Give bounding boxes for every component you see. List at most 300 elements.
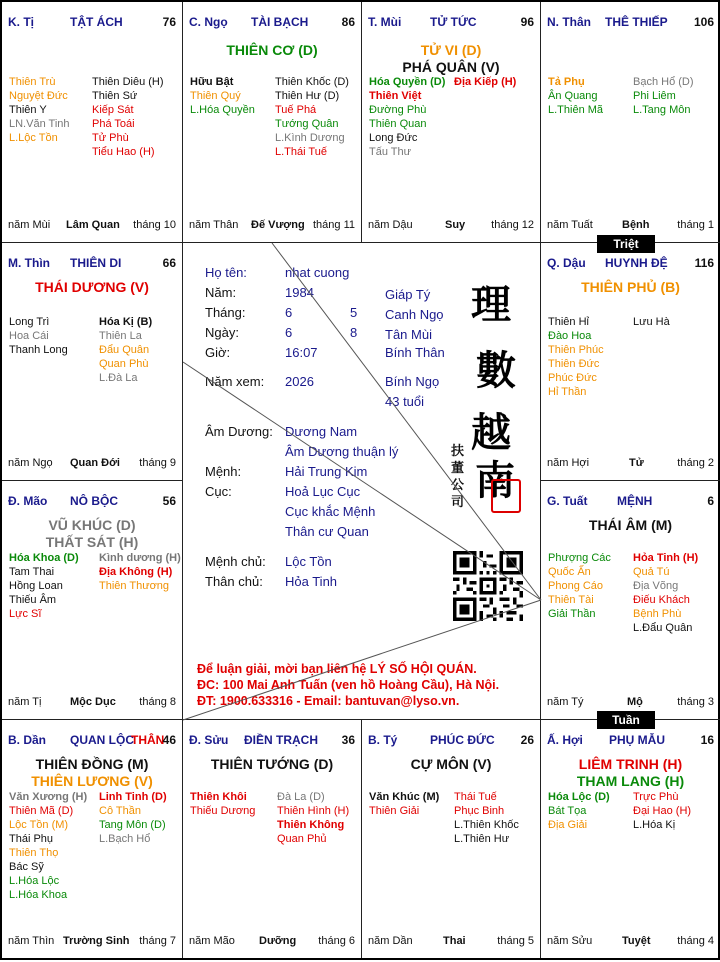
ngay-value: 6 bbox=[285, 325, 293, 340]
minor-star: L.Đẩu Quân bbox=[633, 622, 693, 634]
palace-ty bbox=[362, 720, 541, 958]
right-stars bbox=[454, 75, 516, 89]
palace-than bbox=[541, 2, 720, 243]
palace-stage: Dưỡng bbox=[259, 935, 297, 947]
minor-star: Tuế Phá bbox=[275, 104, 317, 116]
thang-am-lich: 5 bbox=[350, 305, 358, 320]
major-star: THAM LANG (H) bbox=[576, 773, 685, 789]
gio-value: 16:07 bbox=[285, 345, 318, 360]
cuc-value: Hoả Lục Cục bbox=[285, 484, 361, 499]
minor-star: Thiên Không bbox=[277, 819, 345, 831]
palace-age-number: 46 bbox=[162, 733, 176, 747]
palace-stage: Quan Đới bbox=[70, 457, 120, 469]
minor-star: Đà La (D) bbox=[277, 791, 325, 803]
left-stars bbox=[548, 75, 603, 117]
minor-star: Thiên Hỉ bbox=[548, 316, 589, 328]
palace-footer bbox=[189, 219, 355, 232]
cuc-note: Cục khắc Mệnh bbox=[285, 504, 376, 519]
minor-star: Bệnh Phù bbox=[633, 608, 682, 620]
major-stars bbox=[2, 279, 182, 296]
palace-footer bbox=[547, 935, 714, 948]
palace-footer bbox=[368, 935, 534, 948]
right-stars bbox=[277, 790, 349, 846]
minor-star: L.Thiên Hư bbox=[454, 833, 510, 845]
palace-year: năm Tý bbox=[547, 696, 584, 708]
minor-star: Tiểu Hao (H) bbox=[92, 146, 155, 158]
major-star: TỬ VI (D) bbox=[420, 42, 482, 58]
minor-star: Địa Kiếp (H) bbox=[454, 76, 517, 88]
minor-star: Tang Môn (D) bbox=[99, 819, 166, 831]
palace-name[interactable]: HUYNH ĐỆ bbox=[605, 256, 668, 270]
major-stars bbox=[362, 756, 540, 773]
major-stars bbox=[2, 756, 182, 790]
minor-star: L.Bạch Hổ bbox=[99, 833, 151, 845]
palace-footer bbox=[8, 219, 176, 232]
contact-line-2: ĐC: 100 Mai Anh Tuấn (ven hồ Hoàng Cầu), Hà Nội. bbox=[197, 678, 500, 692]
palace-year: năm Thân bbox=[189, 219, 239, 231]
nam-xem-can-chi: Bính Ngọ bbox=[385, 374, 440, 389]
minor-star: L.Hóa Quyền bbox=[190, 104, 255, 116]
nam-xem-value: 2026 bbox=[285, 374, 314, 389]
palace-month: tháng 11 bbox=[312, 219, 355, 231]
am-duong-value: Dương Nam bbox=[285, 424, 358, 439]
palace-header bbox=[547, 494, 714, 508]
minor-star: Thiên Hình (H) bbox=[277, 805, 350, 817]
minor-star: Tướng Quân bbox=[275, 118, 339, 130]
minor-star: Thiên Thương bbox=[99, 580, 170, 592]
minor-star: Ân Quang bbox=[548, 90, 598, 102]
red-stamp bbox=[491, 479, 521, 513]
palace-age-number: 106 bbox=[693, 15, 714, 29]
minor-star: Thiên Khốc (D) bbox=[275, 76, 349, 88]
side-char-1: 扶 bbox=[451, 444, 465, 459]
minor-star: L.Tang Môn bbox=[633, 104, 691, 116]
ngay-am-lich: 8 bbox=[350, 325, 358, 340]
palace-year: năm Dậu bbox=[368, 219, 413, 231]
palace-month: tháng 1 bbox=[677, 219, 714, 231]
palace-header bbox=[8, 256, 176, 270]
palace-name[interactable]: NÔ BỘC bbox=[70, 494, 118, 508]
seal-char-2: 數 bbox=[476, 347, 516, 394]
palace-age-number: 116 bbox=[694, 256, 714, 270]
nam-value: 1984 bbox=[285, 285, 314, 300]
gio-label: Giờ: bbox=[205, 345, 231, 360]
palace-branch: M. Thìn bbox=[8, 256, 50, 270]
palace-branch: C. Ngọ bbox=[189, 15, 228, 29]
than-chu-label: Thân chủ: bbox=[205, 574, 263, 589]
palace-name[interactable]: QUAN LỘC bbox=[70, 733, 134, 747]
contact-block bbox=[197, 661, 499, 709]
minor-star: Lưu Hà bbox=[633, 316, 670, 328]
palace-tuat bbox=[541, 481, 720, 720]
left-stars bbox=[9, 75, 70, 145]
minor-star: Thiên Trù bbox=[9, 76, 56, 88]
gio-can-chi: Bính Thân bbox=[385, 345, 445, 360]
cuc-label: Cục: bbox=[205, 484, 232, 499]
minor-star: Địa Giải bbox=[548, 819, 588, 831]
minor-star: Điếu Khách bbox=[633, 594, 690, 606]
left-stars bbox=[9, 790, 87, 902]
minor-star: Tấu Thư bbox=[369, 146, 412, 158]
am-duong-note: Âm Dương thuận lý bbox=[285, 444, 399, 459]
major-star: THÁI ÂM (M) bbox=[588, 517, 673, 533]
palace-mao bbox=[2, 481, 183, 720]
minor-star: L.Thiên Khốc bbox=[454, 819, 519, 831]
minor-star: Phượng Các bbox=[548, 552, 611, 564]
ngay-label: Ngày: bbox=[205, 325, 239, 340]
minor-star: Tả Phụ bbox=[548, 76, 585, 88]
palace-ngo bbox=[183, 2, 362, 243]
palace-name[interactable]: TẬT ÁCH bbox=[70, 15, 123, 29]
minor-star: Thiên Đức bbox=[548, 358, 600, 370]
palace-branch: N. Thân bbox=[547, 15, 591, 29]
major-star: THÁI DƯƠNG (V) bbox=[35, 279, 149, 295]
minor-star: Hóa Khoa (D) bbox=[9, 552, 79, 564]
minor-star: L.Hóa Lộc bbox=[9, 875, 60, 887]
seal-char-3: 越 bbox=[471, 409, 511, 456]
major-star: THIÊN PHỦ (B) bbox=[581, 279, 680, 295]
palace-header bbox=[547, 256, 714, 270]
minor-star: Thiên Quan bbox=[369, 118, 427, 130]
palace-branch: T. Mùi bbox=[368, 15, 402, 29]
palace-header bbox=[8, 494, 176, 508]
palace-branch: K. Tị bbox=[8, 15, 34, 29]
minor-star: Thiên Giải bbox=[369, 805, 420, 817]
minor-star: Hóa Lộc (D) bbox=[548, 791, 610, 803]
minor-star: Bác Sỹ bbox=[9, 861, 44, 873]
right-stars bbox=[633, 315, 670, 329]
menh-chu-value: Lộc Tồn bbox=[285, 554, 332, 569]
thang-label: Tháng: bbox=[205, 305, 246, 320]
minor-star: Long Đức bbox=[369, 132, 418, 144]
palace-footer bbox=[8, 935, 176, 948]
palace-header bbox=[368, 733, 534, 747]
palace-footer bbox=[368, 219, 534, 232]
minor-star: L.Hóa Kị bbox=[633, 819, 676, 831]
minor-star: Lực Sĩ bbox=[9, 608, 42, 620]
minor-star: Hóa Quyền (D) bbox=[369, 76, 446, 88]
minor-star: Thanh Long bbox=[9, 344, 68, 356]
minor-star: Thiên Quý bbox=[190, 90, 241, 102]
major-star: THIÊN TƯỚNG (D) bbox=[210, 756, 334, 772]
palace-name[interactable]: THÊ THIẾP bbox=[605, 15, 668, 29]
minor-star: Long Trì bbox=[9, 316, 50, 328]
center-info-panel bbox=[183, 243, 541, 720]
left-stars bbox=[369, 790, 439, 818]
minor-star: Thiên Mã (D) bbox=[9, 805, 74, 817]
palace-branch: Đ. Mão bbox=[8, 494, 48, 508]
minor-star: Bát Tọa bbox=[548, 805, 587, 817]
minor-star: Kình dương (H) bbox=[99, 552, 181, 564]
palace-month: tháng 2 bbox=[677, 457, 714, 469]
major-stars bbox=[183, 42, 361, 59]
palace-age-number: 36 bbox=[341, 733, 355, 747]
palace-hoi bbox=[541, 720, 720, 958]
side-inscription bbox=[451, 443, 467, 511]
minor-star: Thiên La bbox=[99, 330, 142, 342]
minor-star: Đường Phù bbox=[369, 104, 427, 116]
palace-month: tháng 7 bbox=[139, 935, 176, 947]
minor-star: L.Lộc Tồn bbox=[9, 132, 58, 144]
palace-month: tháng 12 bbox=[491, 219, 534, 231]
nam-can-chi: Giáp Tý bbox=[385, 287, 431, 302]
palace-year: năm Tị bbox=[8, 696, 42, 708]
palace-branch: Đ. Sửu bbox=[189, 733, 229, 747]
palace-month: tháng 9 bbox=[139, 457, 176, 469]
palace-stage: Lâm Quan bbox=[66, 219, 120, 231]
qr-code-icon[interactable] bbox=[453, 551, 523, 621]
palace-header bbox=[189, 733, 355, 747]
palace-stage: Đế Vượng bbox=[251, 219, 305, 231]
minor-star: Địa Võng bbox=[633, 580, 679, 592]
right-stars bbox=[275, 75, 349, 159]
major-stars bbox=[362, 42, 540, 76]
palace-footer bbox=[189, 935, 355, 948]
major-star: THIÊN CƠ (D) bbox=[226, 42, 318, 58]
minor-star: Văn Xương (H) bbox=[9, 791, 88, 803]
minor-star: L.Kình Dương bbox=[275, 132, 345, 144]
palace-footer bbox=[547, 696, 714, 709]
palace-year: năm Mão bbox=[189, 935, 235, 947]
right-stars bbox=[633, 551, 698, 635]
palace-month: tháng 4 bbox=[677, 935, 714, 947]
palace-name[interactable]: TÀI BẠCH bbox=[251, 15, 309, 29]
minor-star: Thiên Y bbox=[9, 104, 47, 116]
right-stars bbox=[92, 75, 164, 159]
palace-header bbox=[189, 15, 355, 29]
contact-line-3[interactable]: ĐT: 1900.633316 - Email: bantuvan@lyso.vn. bbox=[197, 694, 460, 708]
major-star: VŨ KHÚC (D) bbox=[48, 517, 136, 533]
minor-star: Thiếu Âm bbox=[9, 594, 57, 606]
major-star: THẤT SÁT (H) bbox=[45, 534, 139, 550]
palace-age-number: 66 bbox=[162, 256, 176, 270]
minor-star: Phục Binh bbox=[454, 805, 505, 817]
palace-name[interactable]: MỆNH bbox=[617, 494, 653, 508]
palace-footer bbox=[8, 457, 176, 470]
thang-can-chi: Canh Ngọ bbox=[385, 307, 444, 322]
thang-value: 6 bbox=[285, 305, 293, 320]
palace-footer bbox=[8, 696, 176, 709]
right-stars bbox=[454, 790, 519, 846]
minor-star: Cô Thần bbox=[99, 805, 141, 817]
major-stars bbox=[541, 756, 720, 790]
palace-year: năm Tuất bbox=[547, 219, 593, 231]
minor-star: Kiếp Sát bbox=[92, 104, 134, 116]
palace-header bbox=[547, 733, 714, 747]
contact-line-1: Để luận giải, mời bạn liên hệ LÝ SỐ HỘI QUÁN. bbox=[197, 662, 477, 676]
major-stars bbox=[541, 517, 720, 534]
minor-star: Nguyệt Đức bbox=[9, 90, 68, 102]
right-stars bbox=[633, 75, 694, 117]
minor-star: Thiên Khôi bbox=[190, 791, 247, 803]
minor-star: Thiên Tài bbox=[548, 594, 594, 606]
minor-star: Bạch Hổ (D) bbox=[633, 76, 694, 88]
major-star: THIÊN ĐỒNG (M) bbox=[35, 756, 149, 772]
minor-star: Hoa Cái bbox=[9, 330, 49, 342]
left-stars bbox=[548, 315, 604, 399]
palace-month: tháng 6 bbox=[318, 935, 355, 947]
palace-stage: Bệnh bbox=[622, 219, 650, 231]
seal-char-1: 理 bbox=[471, 281, 511, 328]
palace-age-number: 6 bbox=[707, 494, 714, 508]
palace-thin bbox=[2, 243, 183, 481]
right-stars bbox=[99, 315, 152, 385]
palace-footer bbox=[547, 219, 714, 232]
ho-ten-label: Họ tên: bbox=[205, 265, 247, 280]
left-stars bbox=[9, 551, 79, 621]
palace-name[interactable]: TỬ TỨC bbox=[430, 15, 477, 29]
palace-age-number: 16 bbox=[700, 733, 714, 747]
minor-star: Lộc Tồn (M) bbox=[9, 819, 69, 831]
left-stars bbox=[369, 75, 445, 159]
minor-star: L.Hóa Khoa bbox=[9, 889, 68, 901]
minor-star: LN.Văn Tinh bbox=[9, 118, 70, 130]
minor-star: Linh Tinh (D) bbox=[99, 791, 167, 803]
palace-mui bbox=[362, 2, 541, 243]
minor-star: Hữu Bật bbox=[190, 76, 234, 88]
minor-star: Tử Phù bbox=[92, 132, 129, 144]
ngay-can-chi: Tân Mùi bbox=[385, 327, 432, 342]
minor-star: Địa Không (H) bbox=[99, 566, 173, 578]
side-char-4: 司 bbox=[451, 495, 465, 510]
palace-suu bbox=[183, 720, 362, 958]
palace-name[interactable]: ĐIỀN TRẠCH bbox=[244, 733, 318, 747]
palace-name[interactable]: PHỤ MẪU bbox=[609, 733, 665, 747]
menh-chu-label: Mệnh chủ: bbox=[205, 554, 266, 569]
palace-dan bbox=[2, 720, 183, 958]
palace-dau bbox=[541, 243, 720, 481]
palace-age-number: 86 bbox=[341, 15, 355, 29]
minor-star: Phong Cáo bbox=[548, 580, 604, 592]
palace-stage: Mộ bbox=[627, 696, 643, 708]
left-stars bbox=[548, 551, 611, 621]
triet-badge: Triệt bbox=[597, 235, 655, 253]
minor-star: Thiên Hư (D) bbox=[275, 90, 340, 102]
palace-branch: Ấ. Hợi bbox=[547, 733, 583, 747]
menh-label: Mệnh: bbox=[205, 464, 242, 479]
minor-star: Thiên Thọ bbox=[9, 847, 59, 859]
left-stars bbox=[190, 790, 255, 818]
left-stars bbox=[190, 75, 255, 117]
left-stars bbox=[9, 315, 68, 357]
major-star: PHÁ QUÂN (V) bbox=[402, 59, 500, 75]
palace-age-number: 56 bbox=[162, 494, 176, 508]
palace-stage: Tử bbox=[629, 457, 644, 469]
minor-star: Thái Phụ bbox=[9, 833, 54, 845]
minor-star: L.Thiên Mã bbox=[548, 104, 604, 116]
minor-star: Thiên Phúc bbox=[548, 344, 604, 356]
major-stars bbox=[183, 756, 361, 773]
palace-header bbox=[368, 15, 534, 29]
palace-month: tháng 5 bbox=[497, 935, 534, 947]
palace-branch: B. Dần bbox=[8, 733, 47, 747]
side-char-2: 董 bbox=[451, 461, 465, 476]
than-marker: THÂN bbox=[131, 733, 165, 747]
minor-star: Phá Toái bbox=[92, 118, 135, 130]
palace-header bbox=[8, 733, 176, 747]
ho-ten-value: nhat cuong bbox=[285, 265, 350, 280]
palace-stage: Thai bbox=[443, 935, 466, 947]
minor-star: L.Đà La bbox=[99, 372, 138, 384]
minor-star: L.Thái Tuế bbox=[275, 146, 327, 158]
minor-star: Tam Thai bbox=[9, 566, 55, 578]
nam-label: Năm: bbox=[205, 285, 237, 300]
palace-age-number: 26 bbox=[520, 733, 534, 747]
menh-value: Hải Trung Kim bbox=[285, 464, 368, 479]
minor-star: Thiên Việt bbox=[369, 90, 422, 102]
than-cu-value: Thân cư Quan bbox=[285, 524, 369, 539]
am-duong-label: Âm Dương: bbox=[205, 424, 273, 439]
major-stars bbox=[541, 279, 720, 296]
major-star: THIÊN LƯƠNG (V) bbox=[31, 773, 153, 789]
minor-star: Đẩu Quân bbox=[99, 344, 150, 356]
palace-branch: B. Tý bbox=[368, 733, 398, 747]
minor-star: Hỏa Tinh (H) bbox=[633, 552, 699, 564]
side-char-3: 公 bbox=[451, 478, 465, 493]
palace-name[interactable]: THIÊN DI bbox=[70, 256, 122, 270]
palace-month: tháng 10 bbox=[133, 219, 176, 231]
minor-star: Quan Phủ bbox=[277, 833, 327, 845]
minor-star: Trực Phù bbox=[633, 791, 679, 803]
minor-star: Văn Khúc (M) bbox=[369, 791, 440, 803]
minor-star: Phi Liêm bbox=[633, 90, 676, 102]
left-stars bbox=[548, 790, 610, 832]
palace-stage: Suy bbox=[445, 219, 466, 231]
than-chu-value: Hỏa Tinh bbox=[285, 574, 338, 589]
palace-header bbox=[547, 15, 714, 29]
palace-ti bbox=[2, 2, 183, 243]
right-stars bbox=[99, 790, 167, 846]
palace-header bbox=[8, 15, 176, 29]
palace-month: tháng 8 bbox=[139, 696, 176, 708]
palace-age-number: 76 bbox=[162, 15, 176, 29]
tuoi-value: 43 tuổi bbox=[385, 394, 425, 409]
minor-star: Quả Tú bbox=[633, 566, 670, 578]
major-star: CỰ MÔN (V) bbox=[410, 756, 492, 772]
right-stars bbox=[99, 551, 181, 593]
minor-star: Phúc Đức bbox=[548, 372, 597, 384]
palace-year: năm Ngọ bbox=[8, 457, 53, 469]
minor-star: Quan Phù bbox=[99, 358, 149, 370]
palace-year: năm Thìn bbox=[8, 935, 55, 947]
palace-branch: G. Tuất bbox=[547, 494, 588, 508]
major-star: LIÊM TRINH (H) bbox=[578, 756, 683, 772]
palace-footer bbox=[547, 457, 714, 470]
minor-star: Hỉ Thần bbox=[548, 386, 587, 398]
minor-star: Đào Hoa bbox=[548, 330, 592, 342]
nam-xem-label: Năm xem: bbox=[205, 374, 265, 389]
right-stars bbox=[633, 790, 691, 832]
minor-star: Thiên Diêu (H) bbox=[92, 76, 164, 88]
major-stars bbox=[2, 517, 182, 551]
tuan-badge: Tuần bbox=[597, 711, 655, 729]
minor-star: Đại Hao (H) bbox=[633, 805, 692, 817]
minor-star: Thái Tuế bbox=[454, 791, 497, 803]
minor-star: Thiếu Dương bbox=[190, 805, 256, 817]
minor-star: Hồng Loan bbox=[9, 580, 63, 592]
palace-year: năm Dần bbox=[368, 935, 413, 947]
minor-star: Hóa Kị (B) bbox=[99, 316, 153, 328]
palace-age-number: 96 bbox=[520, 15, 534, 29]
palace-year: năm Mùi bbox=[8, 219, 51, 231]
palace-branch: Q. Dậu bbox=[547, 256, 586, 270]
palace-stage: Tuyệt bbox=[622, 935, 651, 947]
seal-char-4: 南 bbox=[475, 457, 515, 504]
palace-year: năm Hợi bbox=[547, 457, 590, 469]
palace-stage: Trường Sinh bbox=[63, 935, 130, 947]
palace-name[interactable]: PHÚC ĐỨC bbox=[430, 733, 495, 747]
minor-star: Thiên Sứ bbox=[92, 90, 138, 102]
